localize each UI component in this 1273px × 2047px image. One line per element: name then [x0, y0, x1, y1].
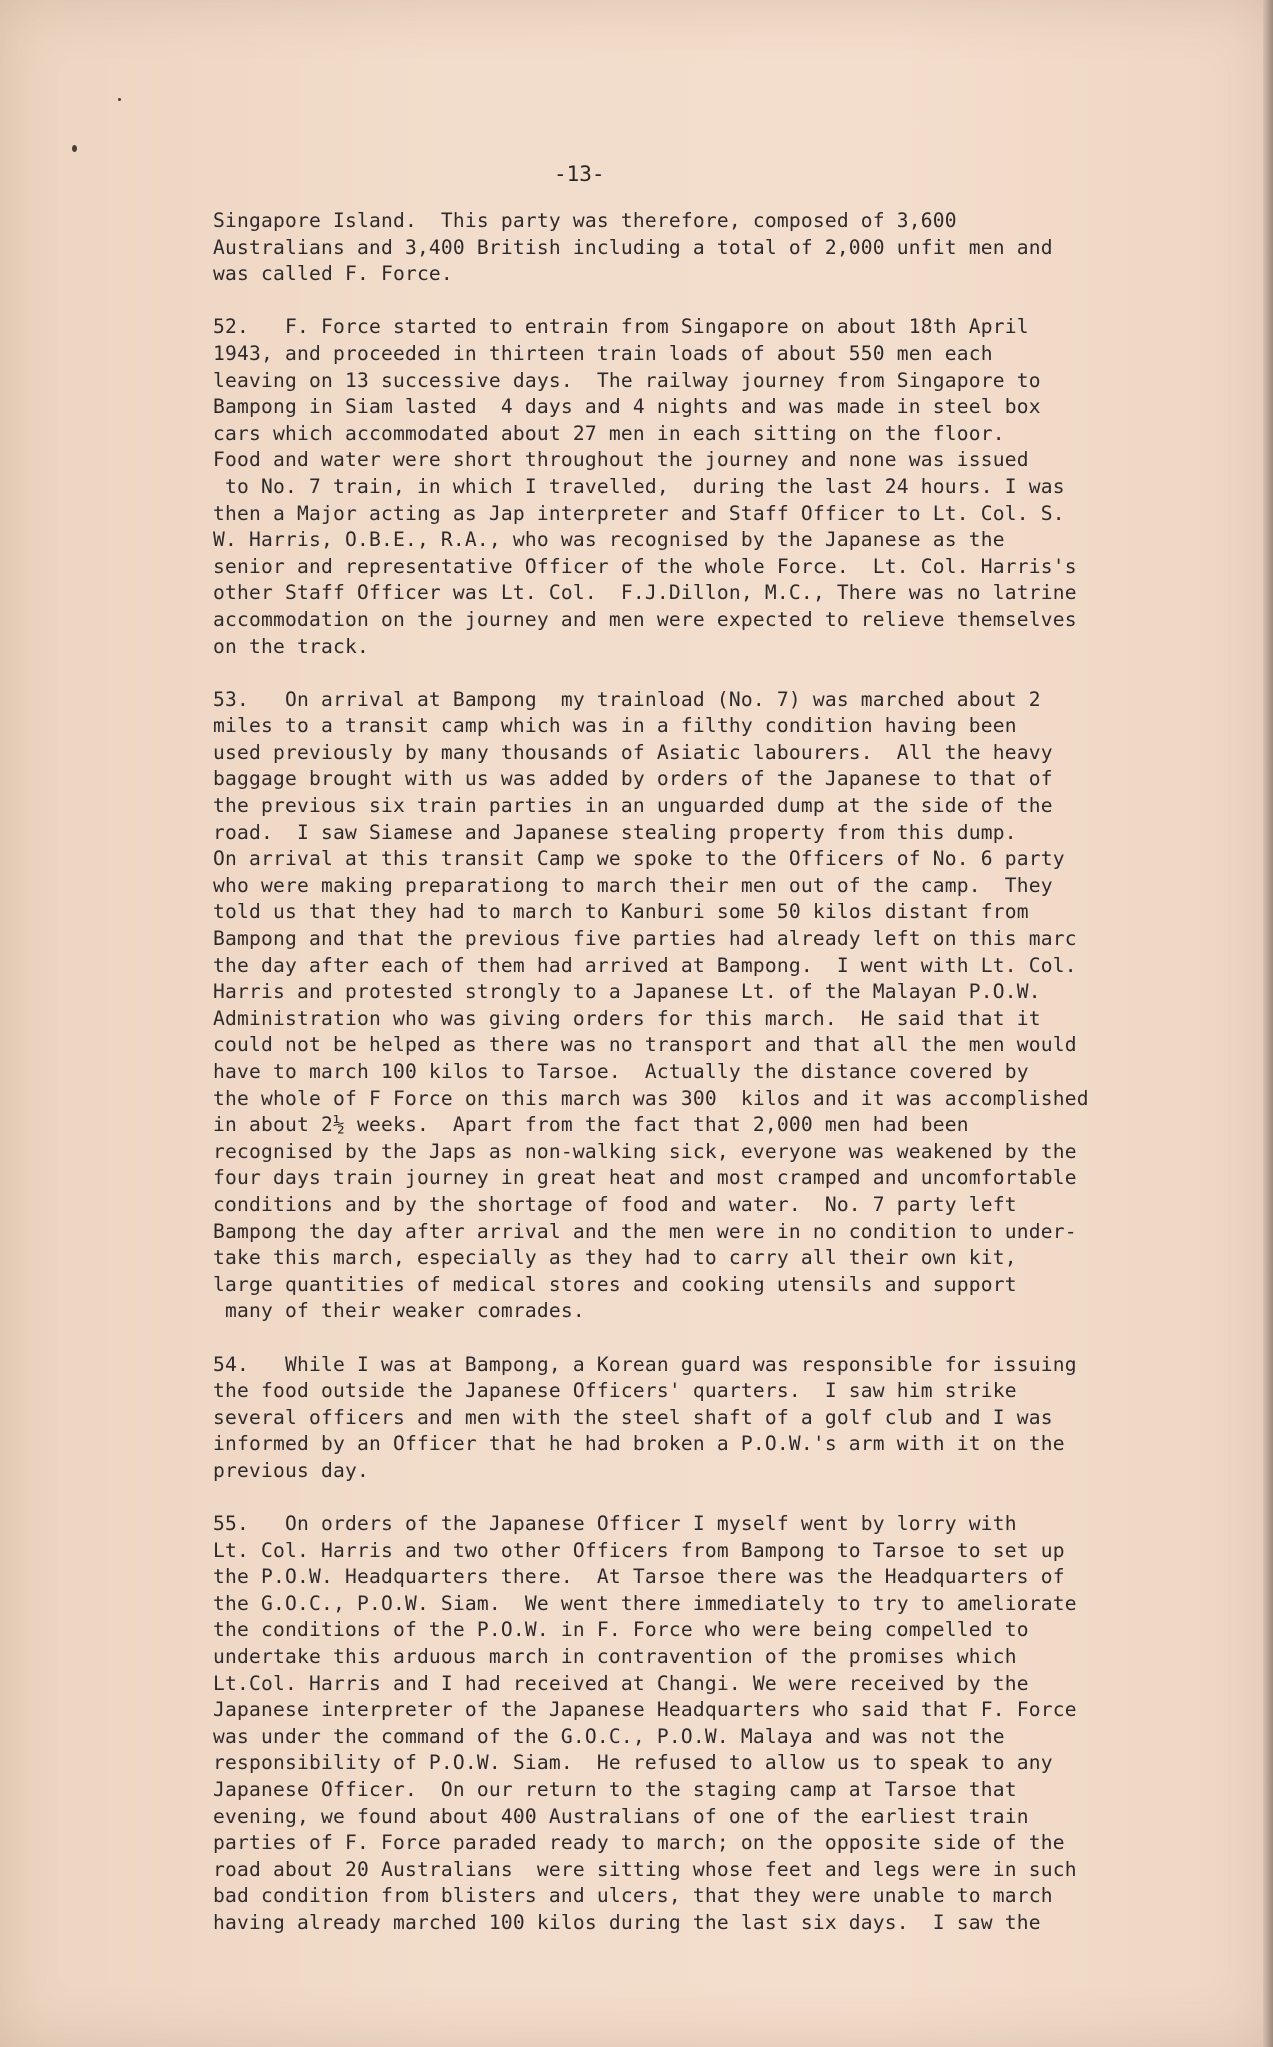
text-line: was called F. Force.: [213, 262, 453, 286]
document-body: [213, 208, 1213, 1963]
text-line: Singapore Island. This party was therefore, composed of 3,600: [213, 209, 957, 232]
page-number: -13-: [554, 162, 605, 186]
text-line: 54. While I was at Bampong, a Korean guard was responsible for issuing: [213, 1352, 1077, 1376]
text-line: leaving on 13 successive days. The railway journey from Singapore to: [213, 368, 1041, 392]
text-line: many of their weaker comrades.: [213, 1299, 585, 1323]
text-line: 55. On orders of the Japanese Officer I myself went by lorry with: [213, 1512, 1017, 1536]
text-line: baggage brought with us was added by orders of the Japanese to that of: [213, 767, 1053, 791]
text-line: having already marched 100 kilos during the last six days. I saw the: [213, 1911, 1041, 1934]
text-line: have to march 100 kilos to Tarsoe. Actually the distance covered by: [213, 1060, 1029, 1083]
text-line: the G.O.C., P.O.W. Siam. We went there immediately to try to ameliorate: [213, 1591, 1077, 1615]
text-line: responsibility of P.O.W. Siam. He refused to allow us to speak to any: [213, 1751, 1053, 1775]
text-line: could not be helped as there was no transport and that all the men would: [213, 1033, 1077, 1057]
text-line: used previously by many thousands of Asiatic labourers. All the heavy: [213, 740, 1053, 764]
text-line: then a Major acting as Jap interpreter and Staff Officer to Lt. Col. S.: [213, 501, 1065, 525]
text-line: recognised by the Japs as non-walking sick, everyone was weakened by the: [213, 1139, 1077, 1163]
text-line: On arrival at this transit Camp we spoke to the Officers of No. 6 party: [213, 847, 1065, 871]
text-line: Harris and protested strongly to a Japanese Lt. of the Malayan P.O.W.: [213, 980, 1041, 1004]
text-line: senior and representative Officer of the whole Force. Lt. Col. Harris's: [213, 554, 1077, 578]
text-line: the previous six train parties in an unguarded dump at the side of the: [213, 794, 1053, 818]
ink-speck: [118, 98, 121, 101]
text-line: 52. F. Force started to entrain from Singapore on about 18th April: [213, 315, 1029, 339]
text-line: miles to a transit camp which was in a filthy condition having been: [213, 714, 1017, 738]
text-line: in about 2½ weeks. Apart from the fact that 2,000 men had been: [213, 1113, 969, 1137]
paragraph: [213, 314, 1213, 660]
paragraph: [213, 1352, 1213, 1485]
text-line: to No. 7 train, in which I travelled, during the last 24 hours. I was: [213, 474, 1065, 498]
text-line: several officers and men with the steel shaft of a golf club and I was: [213, 1405, 1053, 1429]
paragraph: [213, 1511, 1213, 1937]
paragraph: [213, 687, 1213, 1325]
text-line: Food and water were short throughout the journey and none was issued: [213, 448, 1029, 472]
text-line: take this march, especially as they had to carry all their own kit,: [213, 1246, 1017, 1270]
text-line: who were making preparationg to march their men out of the camp. They: [213, 873, 1053, 897]
text-line: the day after each of them had arrived at Bampong. I went with Lt. Col.: [213, 953, 1077, 977]
text-line: road about 20 Australians were sitting whose feet and legs were in such: [213, 1857, 1077, 1881]
text-line: 53. On arrival at Bampong my trainload (No. 7) was marched about 2: [213, 687, 1041, 711]
text-line: Japanese interpreter of the Japanese Headquarters who said that F. Force: [213, 1698, 1077, 1722]
text-line: W. Harris, O.B.E., R.A., who was recognised by the Japanese as the: [213, 528, 1005, 552]
text-line: Bampong the day after arrival and the men were in no condition to under-: [213, 1219, 1077, 1243]
text-line: Bampong and that the previous five parties had already left on this marc: [213, 927, 1077, 951]
text-line: 1943, and proceeded in thirteen train loads of about 550 men each: [213, 341, 993, 365]
text-line: the conditions of the P.O.W. in F. Force who were being compelled to: [213, 1618, 1029, 1642]
text-line: large quantities of medical stores and cooking utensils and support: [213, 1272, 1017, 1296]
text-line: conditions and by the shortage of food and water. No. 7 party left: [213, 1192, 1017, 1216]
text-line: evening, we found about 400 Australians of one of the earliest train: [213, 1804, 1029, 1828]
text-line: the P.O.W. Headquarters there. At Tarsoe there was the Headquarters of: [213, 1565, 1065, 1589]
text-line: told us that they had to march to Kanburi some 50 kilos distant from: [213, 900, 1029, 924]
paragraph: [213, 208, 1213, 288]
text-line: Administration who was giving orders for this march. He said that it: [213, 1006, 1041, 1030]
text-line: Japanese Officer. On our return to the staging camp at Tarsoe that: [213, 1778, 1017, 1802]
text-line: Australians and 3,400 British including a total of 2,000 unfit men and: [213, 235, 1053, 259]
text-line: parties of F. Force paraded ready to march; on the opposite side of the: [213, 1831, 1065, 1855]
text-line: Lt. Col. Harris and two other Officers from Bampong to Tarsoe to set up: [213, 1538, 1065, 1562]
text-line: the whole of F Force on this march was 300 kilos and it was accomplished: [213, 1086, 1089, 1110]
text-line: undertake this arduous march in contravention of the promises which: [213, 1645, 1017, 1669]
text-line: four days train journey in great heat and most cramped and uncomfortable: [213, 1166, 1077, 1190]
text-line: Bampong in Siam lasted 4 days and 4 nights and was made in steel box: [213, 395, 1041, 419]
text-line: the food outside the Japanese Officers' quarters. I saw him strike: [213, 1379, 1017, 1403]
text-line: accommodation on the journey and men were expected to relieve themselves: [213, 607, 1077, 631]
text-line: other Staff Officer was Lt. Col. F.J.Dillon, M.C., There was no latrine: [213, 581, 1077, 605]
text-line: on the track.: [213, 634, 369, 658]
text-line: previous day.: [213, 1458, 369, 1482]
text-line: was under the command of the G.O.C., P.O.W. Malaya and was not the: [213, 1724, 1005, 1748]
text-line: Lt.Col. Harris and I had received at Changi. We were received by the: [213, 1671, 1029, 1695]
page-edge: [1263, 0, 1273, 2047]
text-line: bad condition from blisters and ulcers, that they were unable to march: [213, 1884, 1053, 1908]
text-line: road. I saw Siamese and Japanese stealing property from this dump.: [213, 820, 1017, 844]
text-line: cars which accommodated about 27 men in each sitting on the floor.: [213, 421, 1005, 445]
ink-speck: [72, 145, 77, 152]
text-line: informed by an Officer that he had broken a P.O.W.'s arm with it on the: [213, 1432, 1065, 1456]
